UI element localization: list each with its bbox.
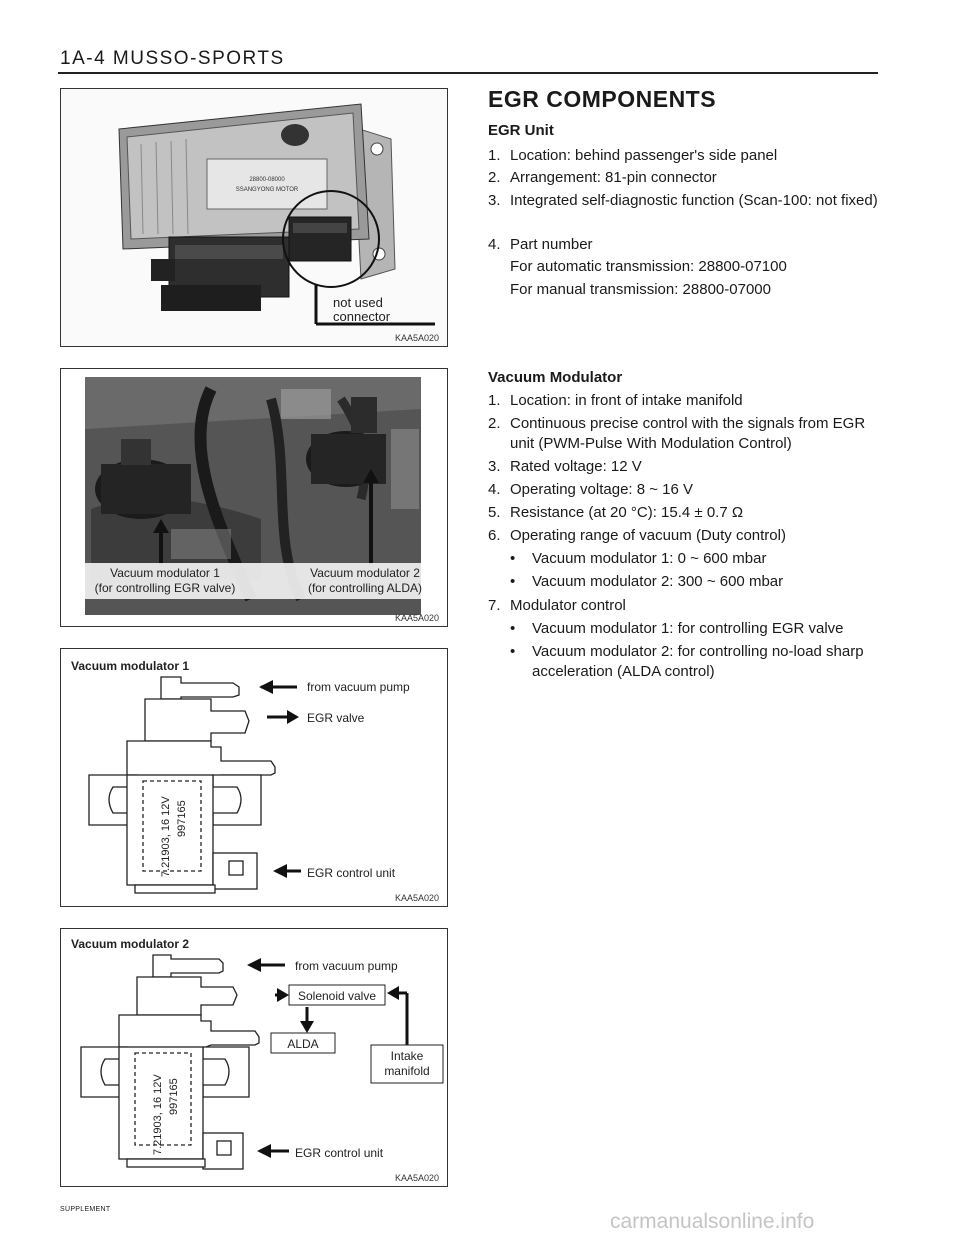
alda-label: ALDA bbox=[287, 1037, 319, 1051]
part-number-manual: For manual transmission: 28800-07000 bbox=[510, 281, 771, 298]
modulator2-photo-label-1: Vacuum modulator 2 bbox=[310, 566, 420, 580]
figure-modulator-1 bbox=[60, 648, 448, 907]
section-title: EGR COMPONENTS bbox=[488, 86, 717, 112]
figure-code: KAA5A020 bbox=[395, 893, 440, 903]
modulator2-stamp-2: 997165 bbox=[168, 1078, 180, 1115]
figure-code: KAA5A020 bbox=[395, 613, 440, 623]
figure-code: KAA5A020 bbox=[395, 1173, 440, 1183]
ecu-photo bbox=[61, 89, 447, 346]
modulators-photo bbox=[61, 369, 447, 626]
from-vacuum-pump-label: from vacuum pump bbox=[295, 959, 398, 973]
watermark: carmanualsonline.info bbox=[610, 1210, 815, 1233]
modulator2-diagram bbox=[61, 929, 447, 1186]
from-vacuum-pump-label: from vacuum pump bbox=[307, 680, 410, 694]
modulator1-photo-label-2: (for controlling EGR valve) bbox=[94, 581, 236, 595]
figure-modulator-2 bbox=[60, 928, 448, 1187]
modulator2-stamp-1: 7.21903, 16 12V bbox=[152, 1074, 164, 1155]
figure-code: KAA5A020 bbox=[395, 333, 440, 343]
modulator1-photo-label-1: Vacuum modulator 1 bbox=[110, 566, 220, 580]
not-used-label-1: not used bbox=[333, 295, 383, 310]
modulator1-stamp-2: 997165 bbox=[176, 800, 188, 837]
part-number-auto: For automatic transmission: 28800-07100 bbox=[510, 258, 787, 275]
intake-manifold-label-2: manifold bbox=[384, 1064, 430, 1078]
vacuum-modulator-heading: Vacuum Modulator bbox=[488, 369, 623, 386]
modulator2-photo-label-2: (for controlling ALDA) bbox=[307, 581, 423, 595]
egr-unit-heading: EGR Unit bbox=[488, 122, 554, 139]
solenoid-valve-label: Solenoid valve bbox=[297, 989, 377, 1003]
figure-egr-unit bbox=[60, 88, 448, 347]
ecu-label-text2: SSANGYONG MOTOR bbox=[235, 187, 299, 193]
ecu-label-text1: 28800-08000 bbox=[249, 177, 285, 183]
modulator1-stamp-1: 7.21903, 16 12V bbox=[160, 796, 172, 877]
egr-control-unit-label: EGR control unit bbox=[295, 1146, 384, 1160]
modulator1-diagram bbox=[61, 649, 447, 906]
modulator2-title: Vacuum modulator 2 bbox=[71, 937, 190, 951]
intake-manifold-label-1: Intake bbox=[390, 1049, 424, 1063]
not-used-label-2: connector bbox=[333, 309, 391, 324]
footer-supplement: SUPPLEMENT bbox=[60, 1206, 111, 1213]
egr-control-unit-label: EGR control unit bbox=[307, 866, 396, 880]
figure-modulators-photo bbox=[60, 368, 448, 627]
page-header: 1A-4 MUSSO-SPORTS bbox=[60, 48, 285, 69]
egr-valve-label: EGR valve bbox=[307, 711, 365, 725]
modulator1-title: Vacuum modulator 1 bbox=[71, 659, 190, 673]
header-rule bbox=[58, 72, 878, 74]
